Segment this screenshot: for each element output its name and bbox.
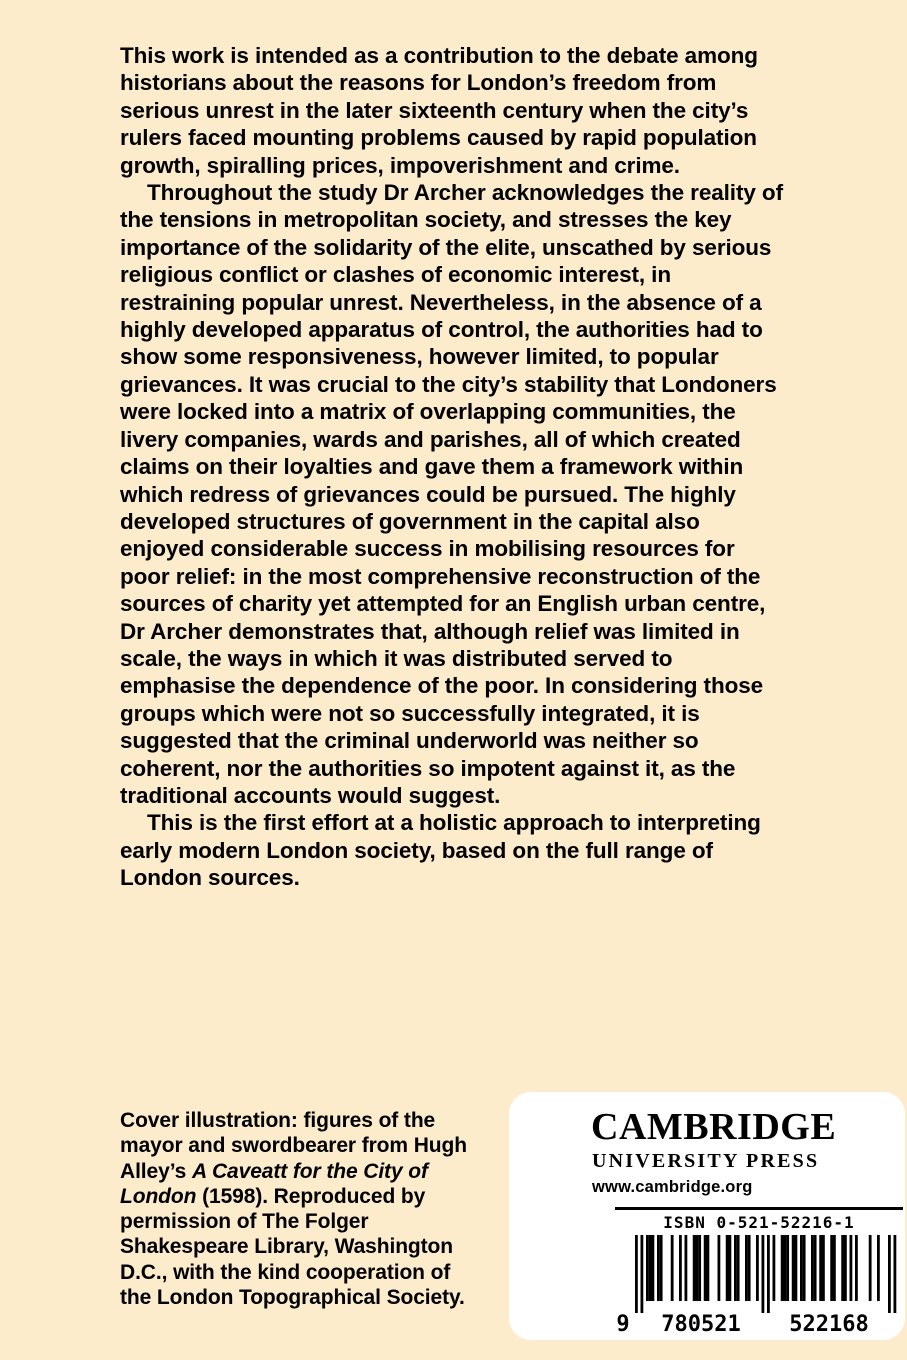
cover-illustration-credit <box>120 1108 478 1310</box>
blurb-paragraph-1: This work is intended as a contribution to the debate among historians about the reasons for London’s freedom from serious unrest in the later sixteenth century when the city’s rulers faced mounting problems caused by rapid population growth, spiralling prices, impoverishment and crime. <box>120 43 758 178</box>
barcode-bars <box>635 1235 896 1313</box>
blurb-text-block <box>120 42 784 892</box>
publisher-logo: CAMBRIDGE <box>591 1106 837 1148</box>
publisher-panel <box>509 1092 905 1340</box>
publisher-website: www.cambridge.org <box>592 1177 753 1196</box>
ean-barcode <box>615 1235 903 1335</box>
blurb-paragraph-3: This is the first effort at a holistic approach to interpreting early modern London society, based on the full range of London sources. <box>120 810 761 891</box>
publisher-imprint: UNIVERSITY PRESS <box>592 1149 820 1172</box>
credit-work-title: A Caveatt for the City of London <box>120 1159 428 1208</box>
barcode-digits-left: 780521 <box>661 1311 741 1335</box>
barcode-block <box>615 1207 903 1335</box>
isbn-number: ISBN 0-521-52216-1 <box>663 1212 855 1232</box>
credit-suffix: (1598). Reproduced by permission of The Folger Shakespeare Library, Washington D.C., with the kind cooperation of the London Topographical Society. <box>120 1184 465 1310</box>
credit-prefix: Cover illustration: figures of the mayor and swordbearer from Hugh Alley’s <box>120 1109 467 1183</box>
barcode-digits-right: 522168 <box>789 1311 869 1335</box>
barcode-digit-first: 9 <box>616 1311 630 1335</box>
blurb-paragraph-2: Throughout the study Dr Archer acknowledges the reality of the tensions in metropolitan society, and stresses the key importance of the solidarity of the elite, unscathed by serious religious conflict or clashes of economic interest, in restraining popular unrest. Nevertheless, in the absence of a highly developed apparatus of control, the authorities had to show some responsiveness, however limited, to popular grievances. It was crucial to the city’s stability that Londoners were locked into a matrix of overlapping communities, the livery companies, wards and parishes, all of which created claims on their loyalties and gave them a framework within which redress of grievances could be pursued. The highly developed structures of government in the capital also enjoyed considerable success in mobilising resources for poor relief: in the most comprehensive reconstruction of the sources of charity yet attempted for an English urban centre, Dr Archer demonstrates that, although relief was limited in scale, the ways in which it was distributed served to emphasise the dependence of the poor. In considering those groups which were not so successfully integrated, it is suggested that the criminal underworld was neither so coherent, nor the authorities so impotent against it, as the traditional accounts would suggest. <box>120 180 783 808</box>
